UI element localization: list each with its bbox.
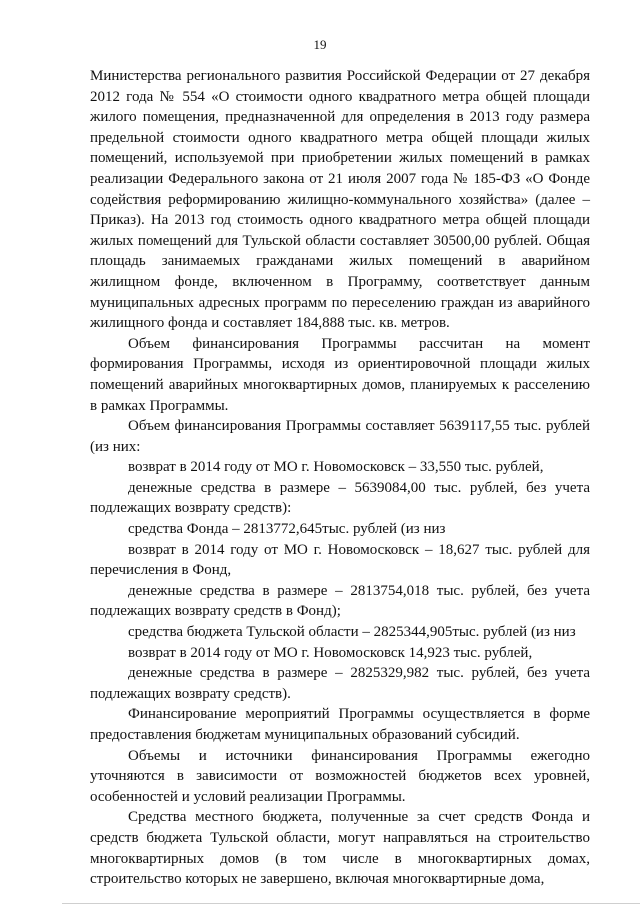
item-funds-total: денежные средства в размере – 5639084,00 тыс. рублей, без учета подлежащих возврату средств):	[90, 479, 590, 517]
paragraph-local-budget: Средства местного бюджета, полученные за счет средств Фонда и средств бюджета Тульской области, могут направляться на строительство многоквартирных домов (в том числе в многоквартирных домах, строительство которых не завершено, включая многоквартирные дома,	[90, 809, 590, 888]
page-bottom-edge	[62, 903, 640, 904]
item-fund-means: средства Фонда – 2813772,645тыс. рублей (из низ	[128, 521, 446, 538]
paragraph-financing-calculation: Объем финансирования Программы рассчитан на момент формирования Программы, исходя из ориентировочной площади жилых помещений аварийных многоквартирных домов, планируемых к расселению в рамках Программы.	[90, 335, 590, 414]
item-regional-funds: денежные средства в размере – 2825329,982 тыс. рублей, без учета подлежащих возврату средств).	[90, 665, 590, 702]
item-fund-funds: денежные средства в размере – 2813754,018 тыс. рублей, без учета подлежащих возврату средств в Фонд);	[90, 582, 590, 620]
paragraph-subsidies: Финансирование мероприятий Программы осуществляется в форме предоставления бюджетам муниципальных образований субсидий.	[90, 706, 590, 743]
page-number: 19	[313, 37, 327, 52]
paragraph-order-reference: Министерства регионального развития Российской Федерации от 27 декабря 2012 года № 554 «О стоимости одного квадратного метра общей площади жилого помещения, предназначенной для определения в 2013 году размера предельной стоимости одного квадратного метра общей площади жилых помещений, используемой при приобретении жилых помещений в рамках реализации Федерального закона от 21 июля 2007 года № 185-ФЗ «О Фонде содействия реформированию жилищно-коммунального хозяйства» (далее – Приказ). На 2013 год стоимость одного квадратного метра общей площади жилых помещений для Тульской области составляет 30500,00 рублей. Общая площадь занимаемых гражданами жилых помещений в аварийном жилищном фонде, включенном в Программу, соответствует данным муниципальных адресных программ по переселению граждан из аварийного жилищного фонда и составляет 184,888 тыс. кв. метров.	[90, 68, 590, 332]
document-body	[90, 66, 590, 890]
paragraph-annual-adjustment: Объемы и источники финансирования Программы ежегодно уточняются в зависимости от возможностей бюджетов всех уровней, особенностей и условий реализации Программы.	[90, 747, 590, 805]
item-regional-budget: средства бюджета Тульской области – 2825344,905тыс. рублей (из низ	[128, 624, 576, 641]
item-regional-return: возврат в 2014 году от МО г. Новомосковск 14,923 тыс. рублей,	[128, 644, 533, 661]
item-return-total: возврат в 2014 году от МО г. Новомосковск – 33,550 тыс. рублей,	[128, 459, 544, 476]
paragraph-financing-total: Объем финансирования Программы составляет 5639117,55 тыс. рублей (из них:	[90, 418, 590, 455]
item-fund-return: возврат в 2014 году от МО г. Новомосковск – 18,627 тыс. рублей для перечисления в Фонд,	[90, 541, 590, 579]
